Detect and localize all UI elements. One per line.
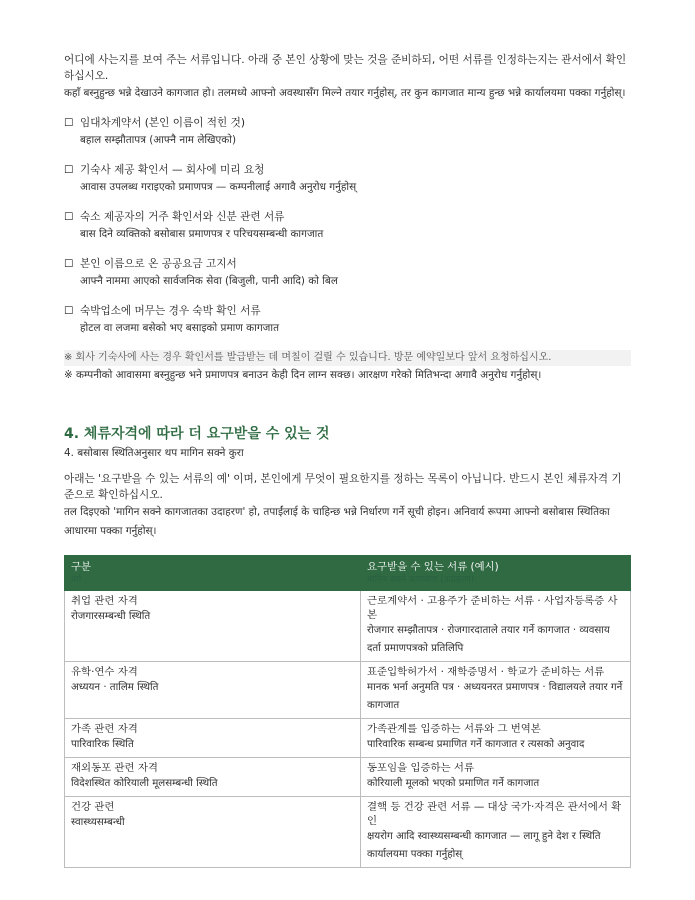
section-desc-ko: 아래는 '요구받을 수 있는 서류의 예' 이며, 본인에게 무엇이 필요한지를 정하는 목록이 아닙니다. 반드시 본인 체류자격 기준으로 확인하십시오. — [64, 473, 622, 501]
category-ne: अध्ययन · तालिम स्थिति — [71, 682, 159, 693]
documents-ne: रोजगार सम्झौतापत्र · रोजगारदाताले तयार गर्ने कागजात · व्यवसाय दर्ता प्रमाणपत्रको प्रतिलिपि — [367, 625, 610, 654]
intro-text-ko: 어디에 사는지를 보여 주는 서류입니다. 아래 중 본인 상황에 맞는 것을 준비하되, 어떤 서류를 인정하는지는 관서에서 확인하십시오. — [64, 54, 627, 82]
documents-ne: मानक भर्ना अनुमति पत्र · अध्ययनरत प्रमाणपत्र · विद्यालयले तयार गर्ने कागजात — [367, 682, 623, 711]
checkbox-icon: ☐ — [64, 117, 74, 129]
checklist-item-ne: बहाल सम्झौतापत्र (आफ्नै नाम लेखिएको) — [80, 134, 237, 146]
note-block — [64, 350, 631, 385]
documents-ko: 근로계약서 · 고용주가 준비하는 서류 · 사업자등록증 사본 — [367, 595, 618, 621]
checklist-item — [64, 209, 631, 244]
documents-cell — [361, 719, 631, 758]
category-ne: विदेशस्थित कोरियाली मूलसम्बन्धी स्थिति — [71, 778, 218, 789]
category-cell — [65, 719, 361, 758]
checklist-item-ko: 임대차계약서 (본인 이름이 적힌 것) — [80, 117, 246, 129]
header-category-ko: 구분 — [71, 561, 92, 573]
table-row — [65, 758, 631, 797]
checklist-item — [64, 115, 631, 150]
table-row — [65, 591, 631, 662]
header-category-ne: वर्ग — [71, 575, 82, 585]
checklist-item-ne: आफ्नै नाममा आएको सार्वजनिक सेवा (बिजुली, पानी आदि) को बिल — [80, 275, 338, 287]
note-text-ko: ※ 회사 기숙사에 사는 경우 확인서를 발급받는 데 며칠이 걸릴 수 있습니다. 방문 예약일보다 앞서 요청하십시오. — [64, 350, 631, 366]
checklist-item-ko: 숙소 제공자의 거주 확인서와 신분 관련 서류 — [80, 211, 285, 223]
documents-ne: पारिवारिक सम्बन्ध प्रमाणित गर्ने कागजात र त्यसको अनुवाद — [367, 739, 585, 750]
header-documents-ne: मागिन सक्ने कागजात (उदाहरण) — [367, 575, 475, 585]
checklist-item — [64, 162, 631, 197]
requirements-table — [64, 555, 631, 868]
documents-ko: 동포임을 입증하는 서류 — [367, 762, 474, 774]
checklist-item-ko: 본인 이름으로 온 공공요금 고지서 — [80, 258, 237, 270]
header-category — [65, 556, 361, 591]
documents-cell — [361, 591, 631, 662]
checkbox-icon: ☐ — [64, 258, 74, 270]
checklist-item-ko: 숙박업소에 머무는 경우 숙박 확인 서류 — [80, 305, 261, 317]
category-ne: पारिवारिक स्थिति — [71, 739, 134, 750]
category-ne: स्वास्थ्यसम्बन्धी — [71, 817, 125, 828]
checklist-item — [64, 256, 631, 291]
header-documents-ko: 요구받을 수 있는 서류 (예시) — [367, 561, 499, 573]
documents-ko: 가족관계를 입증하는 서류와 그 번역본 — [367, 723, 541, 735]
category-cell — [65, 662, 361, 719]
category-cell — [65, 758, 361, 797]
documents-cell — [361, 758, 631, 797]
category-ne: रोजगारसम्बन्धी स्थिति — [71, 611, 151, 622]
checkbox-icon: ☐ — [64, 305, 74, 317]
documents-cell — [361, 797, 631, 868]
checklist-item-ko: 기숙사 제공 확인서 — 회사에 미리 요청 — [80, 164, 265, 176]
checkbox-icon: ☐ — [64, 164, 74, 176]
table-header-row — [65, 556, 631, 591]
category-ko: 취업 관련 자격 — [71, 595, 138, 607]
category-ko: 건강 관련 — [71, 801, 115, 813]
checklist-item-ne: बास दिने व्यक्तिको बसोबास प्रमाणपत्र र परिचयसम्बन्धी कागजात — [80, 228, 324, 240]
checklist-item-ne: आवास उपलब्ध गराइएको प्रमाणपत्र — कम्पनीलाई अगावै अनुरोध गर्नुहोस् — [80, 181, 357, 193]
intro-text-ne: कहाँ बस्नुहुन्छ भन्ने देखाउने कागजात हो। तलमध्ये आफ्नो अवस्थासँग मिल्ने तयार गर्नुहोस्, तर कुन कागजात मान्य हुन्छ भन्ने कार्यालयमा पक्का गर्नुहोस्। — [64, 87, 626, 99]
document-checklist — [64, 115, 631, 338]
table-row — [65, 662, 631, 719]
section-heading: 4. 체류자격에 따라 더 요구받을 수 있는 것 — [64, 426, 330, 442]
intro-block — [64, 52, 631, 103]
category-cell — [65, 591, 361, 662]
checkbox-icon: ☐ — [64, 211, 74, 223]
category-ko: 재외동포 관련 자격 — [71, 762, 158, 774]
section-subheading: 4. बसोबास स्थितिअनुसार थप मागिन सक्ने कुरा — [64, 447, 244, 459]
table-row — [65, 797, 631, 868]
table-row — [65, 719, 631, 758]
category-cell — [65, 797, 361, 868]
documents-ne: कोरियाली मूलको भएको प्रमाणित गर्ने कागजात — [367, 778, 540, 789]
documents-ko: 표준입학허가서 · 재학증명서 · 학교가 준비하는 서류 — [367, 666, 605, 678]
category-ko: 유학·연수 자격 — [71, 666, 138, 678]
documents-ne: क्षयरोग आदि स्वास्थ्यसम्बन्धी कागजात — लागू हुने देश र स्थिति कार्यालयमा पक्का गर्नुहोस् — [367, 831, 601, 860]
checklist-item — [64, 303, 631, 338]
documents-ko: 결핵 등 건강 관련 서류 — 대상 국가·자격은 관서에서 확인 — [367, 801, 622, 827]
checklist-item-ne: होटल वा लजमा बसेको भए बसाइको प्रमाण कागजात — [80, 322, 280, 334]
note-text-ne: ※ कम्पनीको आवासमा बस्नुहुन्छ भने प्रमाणपत्र बनाउन केही दिन लाग्न सक्छ। आरक्षण गरेको मितिभन्दा अगावै अनुरोध गर्नुहोस्। — [64, 369, 542, 381]
section-desc-ne: तल दिइएको 'मागिन सक्ने कागजातका उदाहरण' हो, तपाईंलाई के चाहिन्छ भन्ने निर्धारण गर्ने सूची होइन। अनिवार्य रूपमा आफ्नो बसोबास स्थितिका आधारमा पक्का गर्नुहोस्। — [64, 506, 610, 537]
header-documents — [361, 556, 631, 591]
category-ko: 가족 관련 자격 — [71, 723, 138, 735]
documents-cell — [361, 662, 631, 719]
